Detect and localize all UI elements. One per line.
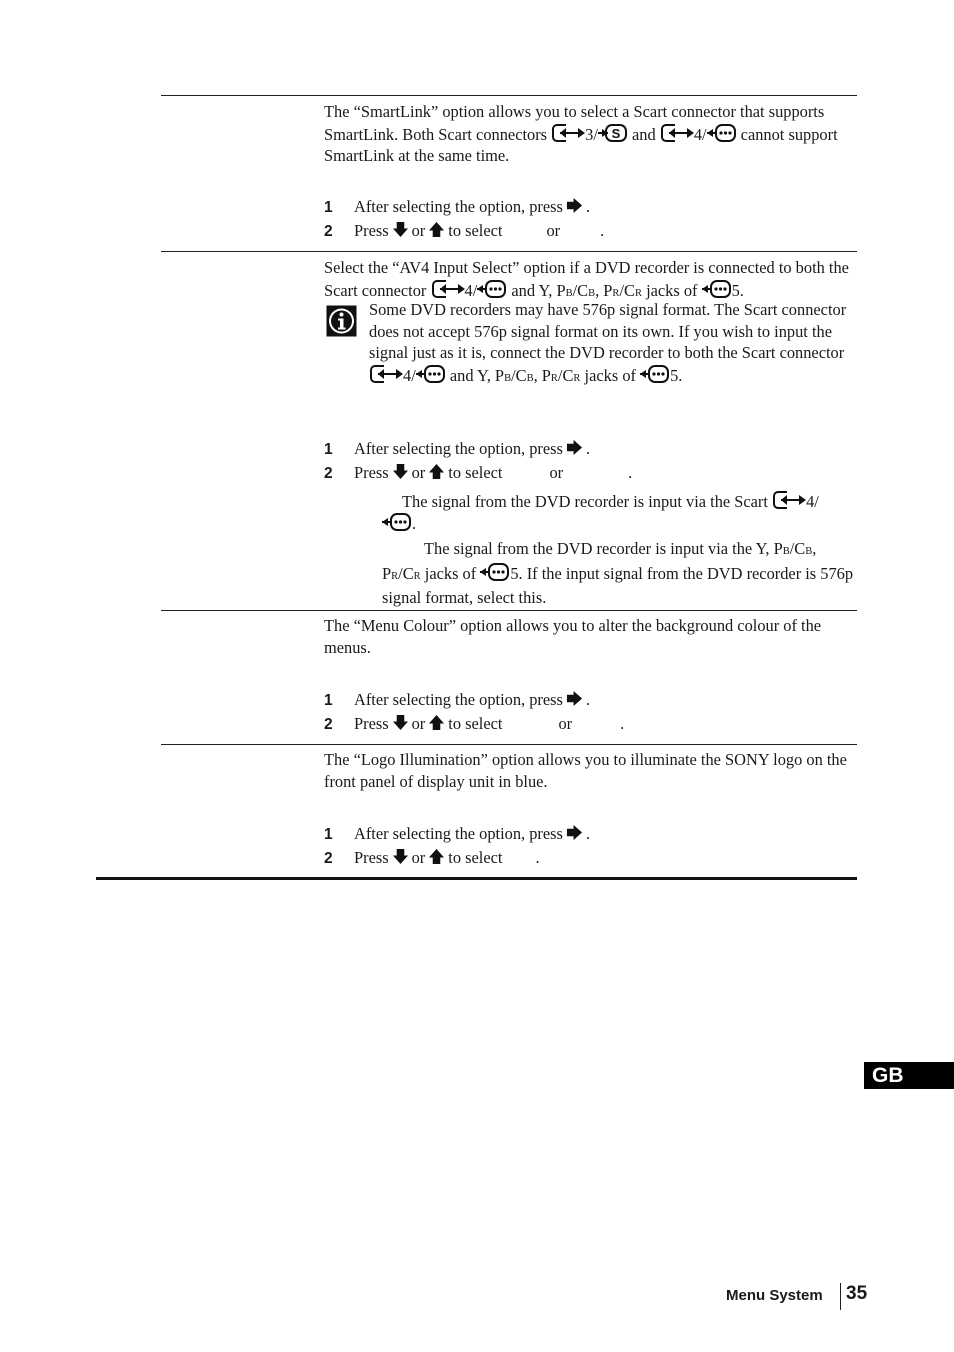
section-divider-smartlink <box>161 95 857 96</box>
down-arrow-icon <box>392 714 409 731</box>
smartlink-step-1: 1 After selecting the option, press . <box>324 197 591 216</box>
footer-divider <box>840 1283 841 1310</box>
info-note-icon <box>326 305 357 337</box>
up-arrow-icon <box>428 463 445 480</box>
scart-input-icon <box>369 364 403 384</box>
av4-description: Select the “AV4 Input Select” option if a DVD recorder is connected to both the Scart connector 4/ and Y, PB/CB, PR/CR jacks of 5. <box>324 258 849 300</box>
s-video-input-icon <box>598 123 628 143</box>
menu-colour-step-1: 1 After selecting the option, press . <box>324 690 591 709</box>
up-arrow-icon <box>428 221 445 238</box>
component-input-icon <box>416 364 446 384</box>
right-arrow-icon <box>566 824 583 841</box>
down-arrow-icon <box>392 221 409 238</box>
component-input-icon <box>702 279 732 299</box>
scart-input-icon <box>660 123 694 143</box>
page-number: 35 <box>846 1283 868 1304</box>
component-input-icon <box>382 512 412 532</box>
component-input-icon <box>640 364 670 384</box>
smartlink-step-2: 2 Press or to select or . <box>324 221 605 240</box>
section-divider-av4 <box>161 251 857 252</box>
up-arrow-icon <box>428 848 445 865</box>
scart-input-icon <box>551 123 585 143</box>
language-tab: GB <box>864 1062 954 1089</box>
component-input-icon <box>477 279 507 299</box>
menu-colour-step-2: 2 Press or to select or . <box>324 714 625 733</box>
av4-option-1-description: The signal from the DVD recorder is input via the Scart 4/ . <box>382 490 857 534</box>
up-arrow-icon <box>428 714 445 731</box>
logo-illumination-description: The “Logo Illumination” option allows you to illuminate the SONY logo on the front panel of display unit in blue. <box>324 750 847 791</box>
right-arrow-icon <box>566 690 583 707</box>
section-divider-menu-colour <box>161 610 857 611</box>
av4-option-2-description: The signal from the DVD recorder is input via the Y, PB/CB, PR/CR jacks of 5. If the input signal from the DVD recorder is 576p signal format, select this. <box>382 539 854 607</box>
logo-illumination-step-1: 1 After selecting the option, press . <box>324 824 591 843</box>
menu-colour-description: The “Menu Colour” option allows you to alter the background colour of the menus. <box>324 616 822 657</box>
down-arrow-icon <box>392 848 409 865</box>
smartlink-description: The “SmartLink” option allows you to select a Scart connector that supports SmartLink. Both Scart connectors 3/ and 4/ cannot support SmartLink at the same time. <box>324 102 838 165</box>
footer-section-label: Menu System <box>726 1287 823 1304</box>
logo-illumination-step-2: 2 Press or to select . <box>324 848 540 867</box>
scart-input-icon <box>431 279 465 299</box>
av4-step-2: 2 Press or to select or . <box>324 463 633 482</box>
table-bottom-rule <box>96 877 857 880</box>
av4-note: Some DVD recorders may have 576p signal format. The Scart connector does not accept 576p signal format on its own. If you wish to input the signal just as it is, connect the DVD recorder to both the Scart connector 4/ and Y, PB/CB, PR/CR jacks of 5. <box>369 300 847 385</box>
right-arrow-icon <box>566 439 583 456</box>
down-arrow-icon <box>392 463 409 480</box>
component-input-icon <box>480 562 510 582</box>
component-input-icon <box>707 123 737 143</box>
scart-input-icon <box>772 490 806 510</box>
right-arrow-icon <box>566 197 583 214</box>
av4-step-1: 1 After selecting the option, press . <box>324 439 591 458</box>
section-divider-logo-illumination <box>161 744 857 745</box>
